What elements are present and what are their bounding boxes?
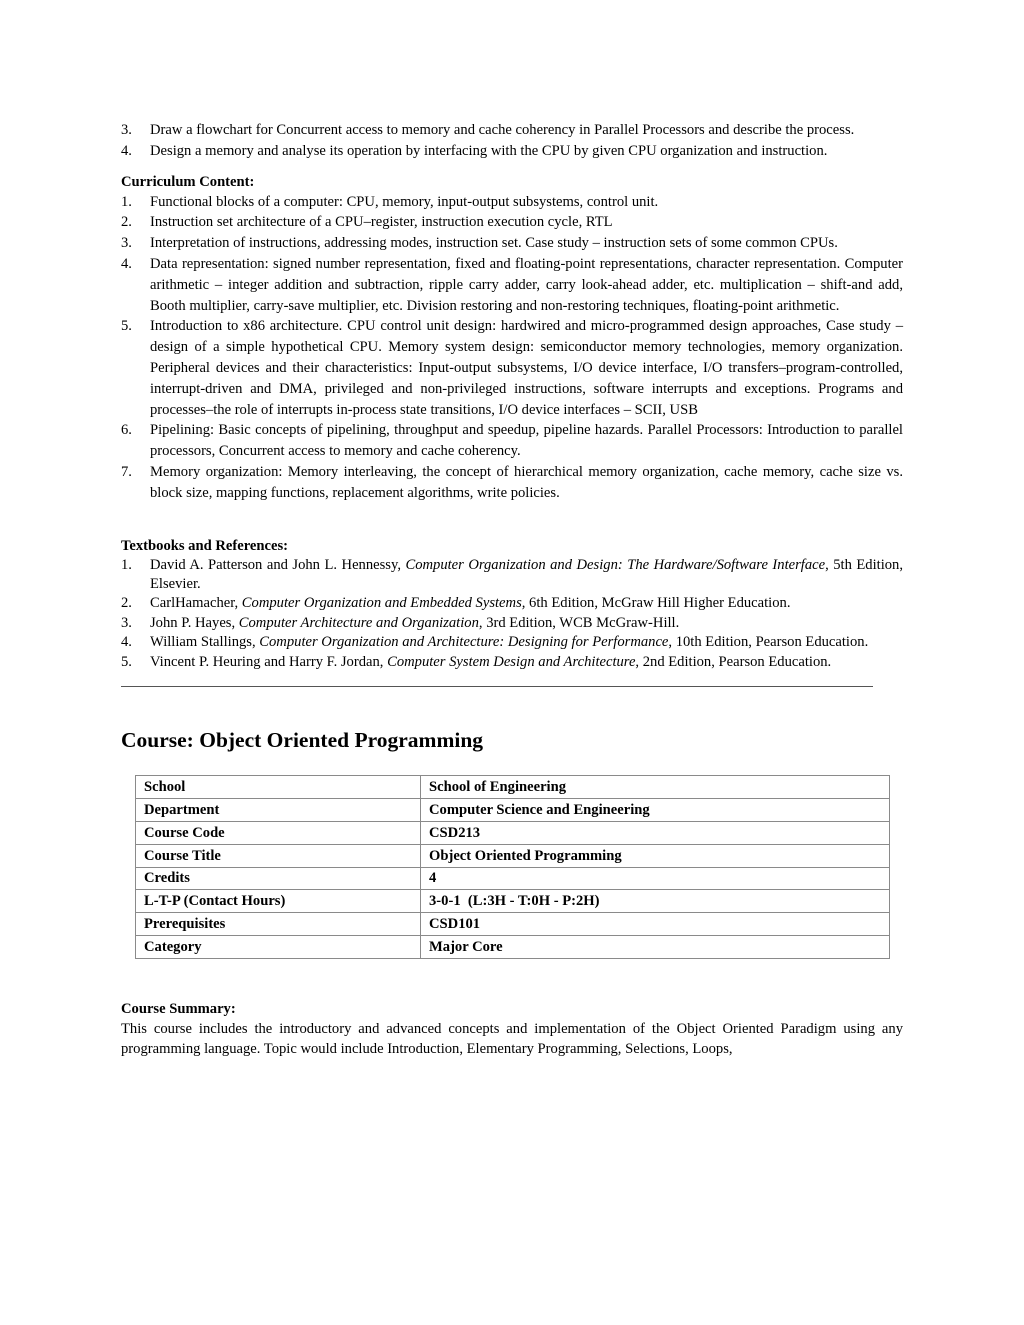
list-item: [121, 212, 903, 233]
course-title: Course: Object Oriented Programming: [121, 727, 484, 752]
item-number: 2.: [121, 595, 132, 612]
section-divider: [121, 686, 873, 687]
list-item: [121, 316, 903, 420]
item-text: Memory organization: Memory interleaving, the concept of hierarchical memory organization, cache memory, cache size vs. block size, mapping functions, replacement algorithms, write policies.: [150, 463, 903, 501]
item-number: 1.: [121, 556, 132, 573]
list-item: [121, 120, 903, 141]
row-key: Prerequisites: [136, 913, 421, 936]
list-item: [121, 254, 903, 316]
row-value: Computer Science and Engineering: [421, 798, 890, 821]
reference-item: [121, 614, 903, 633]
row-value: CSD101: [421, 913, 890, 936]
reference-title: Computer System Design and Architecture: [387, 653, 636, 670]
item-text: Interpretation of instructions, addressing modes, instruction set. Case study – instruction sets of some common CPUs.: [150, 235, 838, 252]
item-number: 4.: [121, 142, 132, 159]
item-number: 6.: [121, 422, 132, 439]
reference-edition: 6th Edition, McGraw Hill Higher Education.: [525, 595, 791, 612]
reference-title: Computer Architecture and Organization: [238, 614, 479, 631]
reference-edition: , 3rd Edition, WCB McGraw-Hill.: [478, 614, 680, 631]
curriculum-heading: Curriculum Content:: [121, 173, 255, 190]
outcomes-list: [121, 120, 903, 162]
row-value: CSD213: [421, 821, 890, 844]
item-text: Design a memory and analyse its operation by interfacing with the CPU by given CPU organization and instruction.: [150, 142, 828, 159]
reference-authors: CarlHamacher,: [150, 595, 242, 612]
table-row: [136, 821, 890, 844]
course-info-table: [135, 775, 890, 959]
item-number: 5.: [121, 653, 132, 670]
item-number: 4.: [121, 634, 132, 651]
curriculum-list: [121, 192, 903, 504]
item-text: Draw a flowchart for Concurrent access to memory and cache coherency in Parallel Processors and describe the process.: [150, 122, 855, 138]
table-row: [136, 890, 890, 913]
reference-title: Computer Organization and Embedded Systems,: [241, 595, 526, 612]
item-number: 3.: [121, 235, 132, 252]
list-item: [121, 233, 903, 254]
reference-item: [121, 633, 903, 652]
reference-edition: , 5th Edition, Elsevier.: [150, 556, 903, 592]
reference-authors: Vincent P. Heuring and Harry F. Jordan,: [150, 653, 388, 670]
item-text: Instruction set architecture of a CPU–register, instruction execution cycle, RTL: [150, 214, 613, 231]
item-number: 5.: [121, 318, 132, 335]
reference-item: [121, 653, 903, 672]
item-number: 1.: [121, 193, 132, 210]
table-row: [136, 936, 890, 959]
table-row: [136, 775, 890, 798]
row-value: 3-0-1 (L:3H - T:0H - P:2H): [421, 890, 890, 913]
reference-edition: , 2nd Edition, Pearson Education.: [635, 653, 832, 670]
textbooks-heading: Textbooks and References:: [121, 537, 289, 554]
list-item: [121, 420, 903, 462]
summary-heading: Course Summary:: [121, 1001, 236, 1018]
row-key: Department: [136, 798, 421, 821]
table-row: [136, 798, 890, 821]
row-value: School of Engineering: [421, 775, 890, 798]
document-page: [121, 120, 903, 1059]
item-text: Data representation: signed number representation, fixed and floating-point representations, character representation. Computer arithmetic – integer addition and subtraction, ripple carry adder, carry look-ahead adder, etc. multiplication – shift-and add, Booth multiplier, carry-save multiplier, etc. Division restoring and non-restoring techniques, floating-point arithmetic.: [150, 255, 903, 314]
item-number: 4.: [121, 255, 132, 272]
row-key: School: [136, 775, 421, 798]
reference-authors: John P. Hayes,: [150, 614, 239, 631]
reference-edition: , 10th Edition, Pearson Education.: [668, 634, 869, 651]
row-key: L-T-P (Contact Hours): [136, 890, 421, 913]
item-number: 2.: [121, 214, 132, 231]
row-key: Course Title: [136, 844, 421, 867]
row-key: Credits: [136, 867, 421, 890]
item-text: Pipelining: Basic concepts of pipelining, throughput and speedup, pipeline hazards. Parallel Processors: Introduction to parallel processors, Concurrent access to memory and cache coherency.: [150, 422, 903, 460]
table-row: [136, 867, 890, 890]
table-row: [136, 913, 890, 936]
item-number: 3.: [121, 122, 132, 138]
row-key: Course Code: [136, 821, 421, 844]
reference-title: Computer Organization and Design: The Hardware/Software Interface: [405, 556, 826, 573]
reference-authors: David A. Patterson and John L. Hennessy,: [150, 556, 406, 573]
row-key: Category: [136, 936, 421, 959]
row-value: Major Core: [421, 936, 890, 959]
textbooks-list: [121, 556, 903, 672]
list-item: [121, 462, 903, 504]
reference-item: [121, 556, 903, 595]
reference-item: [121, 594, 903, 613]
summary-text: This course includes the introductory and advanced concepts and implementation of the Object Oriented Paradigm using any programming language. Topic would include Introduction, Elementary Programming, Selections, Loops,: [121, 1021, 903, 1058]
list-item: [121, 141, 903, 162]
item-text: Functional blocks of a computer: CPU, memory, input-output subsystems, control unit.: [150, 193, 659, 210]
reference-authors: William Stallings,: [150, 634, 260, 651]
item-text: Introduction to x86 architecture. CPU control unit design: hardwired and micro-programmed design approaches, Case study – design of a simple hypothetical CPU. Memory system design: semiconductor memory technologies, memory organization. Peripheral devices and their characteristics: Input-output subsystems, I/O device interface, I/O transfers–program-controlled, interrupt-driven and DMA, privileged and non-privileged instructions, software interrupts and exceptions. Programs and processes–the role of interrupts in-process state transitions, I/O device interfaces – SCII, USB: [150, 318, 903, 418]
table-row: [136, 844, 890, 867]
item-number: 3.: [121, 614, 132, 631]
row-value: 4: [421, 867, 890, 890]
item-number: 7.: [121, 463, 132, 480]
list-item: [121, 192, 903, 213]
reference-title: Computer Organization and Architecture: Designing for Performance: [259, 634, 669, 651]
row-value: Object Oriented Programming: [421, 844, 890, 867]
